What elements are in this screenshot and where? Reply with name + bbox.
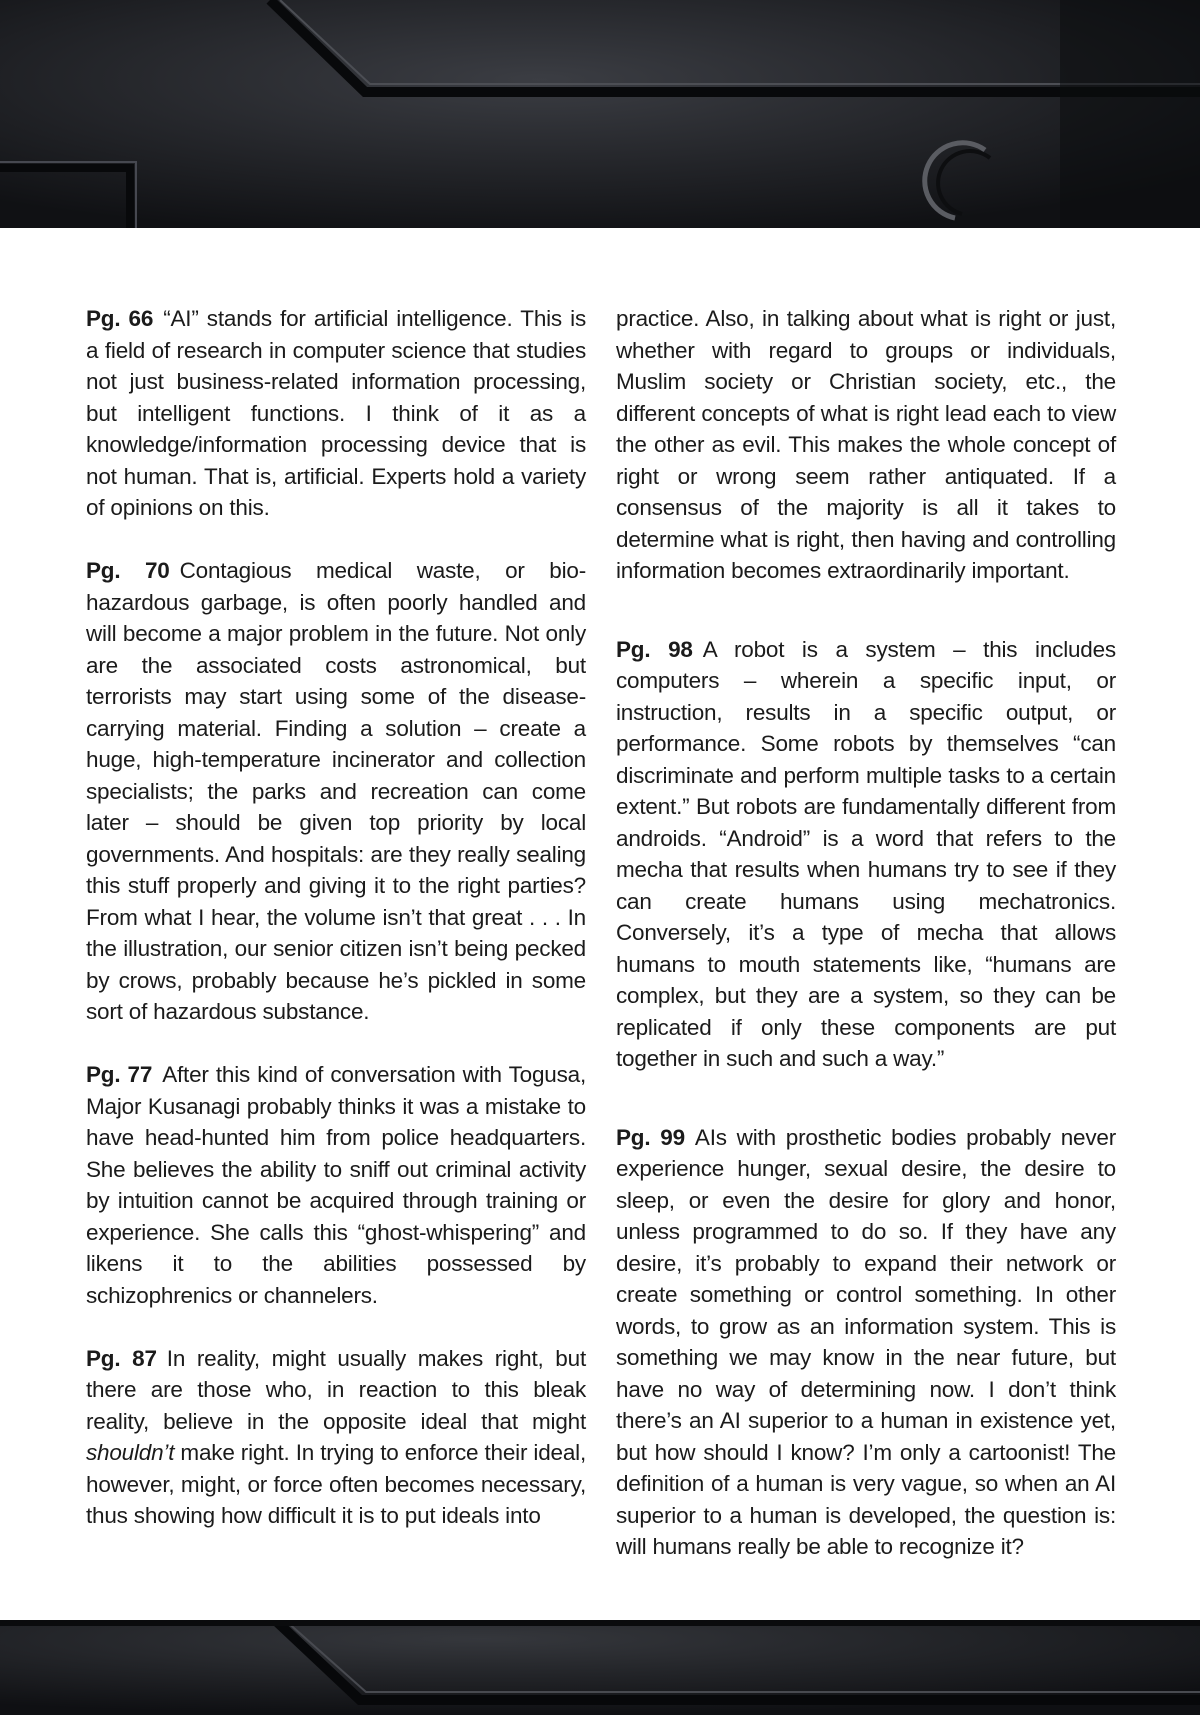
left-column	[86, 303, 586, 1563]
note-pg-87-continued: practice. Also, in talking about what is right or just, whether with regard to groups or individuals, Muslim society or Christian society, etc., the different concepts of what is right lead each to view the other as evil. This makes the whole concept of right or wrong seem rather antiquated. If a consensus of the majority is all it takes to determine what is right, then having and controlling information becomes extraordinarily important.	[616, 306, 1116, 583]
note-pg-70	[86, 555, 586, 1028]
page-ref-label: Pg. 99	[616, 1124, 685, 1150]
tech-panel-graphic	[0, 0, 1200, 228]
note-text: “AI” stands for artificial intelligence. This is a field of research in computer science that studies not just business-related information processing, but intelligent functions. I think of it as a knowledge/information processing device that is not human. That is, artificial. Experts hold a variety of opinions on this.	[86, 306, 586, 520]
note-pg-98	[616, 634, 1116, 1075]
note-pg-99	[616, 1122, 1116, 1563]
bottom-banner	[0, 1620, 1200, 1715]
page-ref-label: Pg. 87	[86, 1345, 157, 1371]
notes-content	[86, 303, 1116, 1563]
note-text: make right. In trying to enforce their ideal, however, might, or force often becomes necessary, thus showing how difficult it is to put ideals into	[86, 1440, 586, 1528]
tech-panel-graphic	[0, 1620, 1200, 1715]
note-pg-66	[86, 303, 586, 524]
note-text: In reality, might usually makes right, but there are those who, in reaction to this bleak reality, believe in the opposite ideal that might	[86, 1345, 586, 1434]
page-ref-label: Pg. 77	[86, 1062, 153, 1087]
page-ref-label: Pg. 66	[86, 306, 154, 331]
page-ref-label: Pg. 70	[86, 558, 170, 583]
note-pg-77	[86, 1059, 586, 1311]
right-column	[616, 303, 1116, 1563]
note-text: A robot is a system – this includes computers – wherein a specific input, or instruction, results in a specific output, or performance. Some robots by themselves “can discriminate and perform multiple tasks to a certain extent.” But robots are fundamentally different from androids. “Android” is a word that refers to the mecha that results when humans try to see if they can create humans using mechatronics. Conversely, it’s a type of mecha that allows humans to mouth statements like, “humans are complex, but they are a system, so they can be replicated if only these components are put together in such and such a way.”	[616, 636, 1116, 1071]
note-text: Contagious medical waste, or bio-hazardous garbage, is often poorly handled and will become a major problem in the future. Not only are the associated costs astronomical, but terrorists may start using some of the disease-carrying material. Finding a solution – create a huge, high-temperature incinerator and collection specialists; the parks and recreation can come later – should be given top priority by local governments. And hospitals: are they really sealing this stuff properly and giving it to the right parties? From what I hear, the volume isn’t that great . . . In the illustration, our senior citizen isn’t being pecked by crows, probably because he’s pickled in some sort of hazardous substance.	[86, 558, 586, 1024]
note-text: After this kind of conversation with Togusa, Major Kusanagi probably thinks it was a mistake to have head-hunted him from police headquarters. She believes the ability to sniff out criminal activity by intuition cannot be acquired through training or experience. She calls this “ghost-whispering” and likens it to the abilities possessed by schizophrenics or channelers.	[86, 1062, 586, 1308]
note-pg-87	[86, 1343, 586, 1532]
page-ref-label: Pg. 98	[616, 636, 693, 662]
note-emphasis: shouldn’t	[86, 1440, 175, 1465]
note-text: AIs with prosthetic bodies probably never experience hunger, sexual desire, the desire to sleep, or even the desire for glory and honor, unless programmed to do so. If they have any desire, it’s probably to expand their network or create something or control something. In other words, to grow as an information system. This is something we may know in the near future, but have no way of determining now. I don’t think there’s an AI superior to a human in existence yet, but how should I know? I’m only a cartoonist! The definition of a human is very vague, so when an AI superior to a human is developed, the question is: will humans really be able to recognize it?	[616, 1124, 1116, 1559]
top-banner	[0, 0, 1200, 228]
